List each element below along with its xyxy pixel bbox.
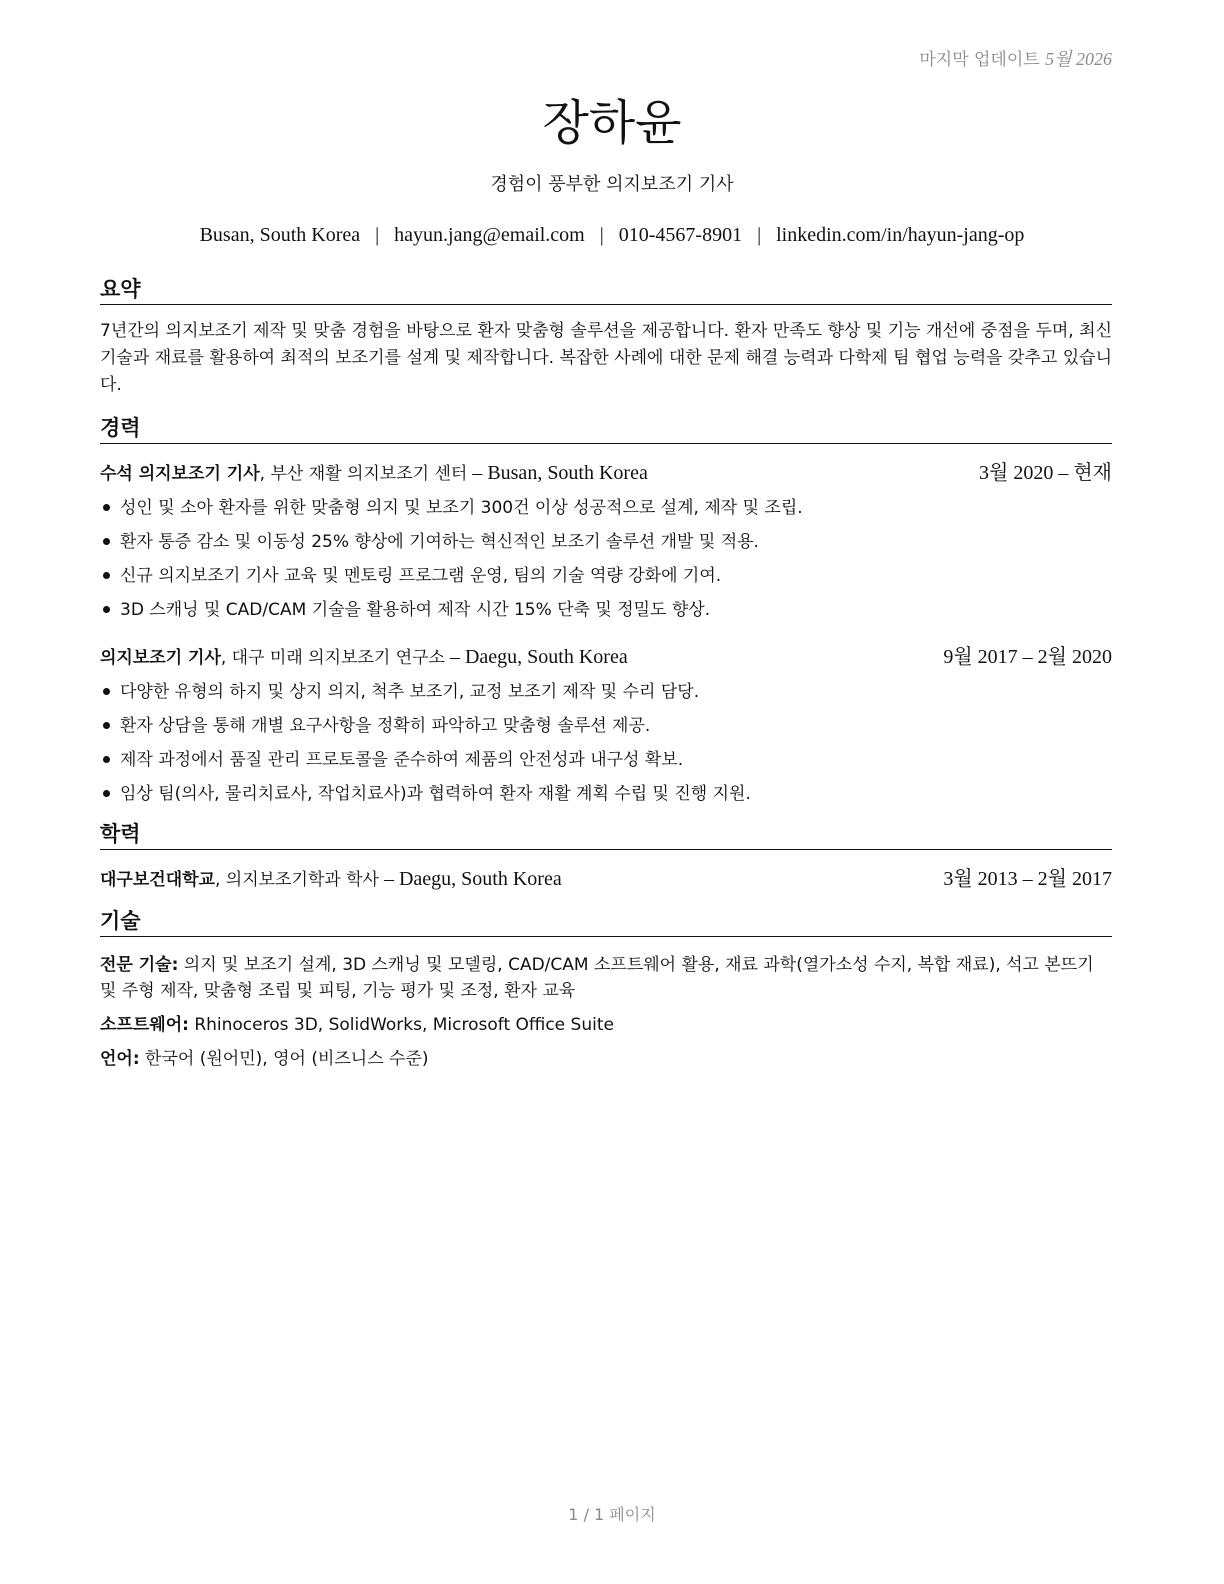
bullet-text: 신규 의지보조기 기사 교육 및 멘토링 프로그램 운영, 팀의 기술 역량 강화에 기여. bbox=[120, 566, 722, 586]
education-location: – Daegu, South Korea bbox=[378, 868, 562, 890]
job-header bbox=[100, 644, 1112, 671]
list-item bbox=[100, 675, 1112, 709]
last-updated-date: 5월 2026 bbox=[1045, 49, 1112, 69]
summary-text: 7년간의 의지보조기 제작 및 맞춤 경험을 바탕으로 환자 맞춤형 솔루션을 제공합니다. 환자 만족도 향상 및 기능 개선에 중점을 두며, 최신 기술과 재료를 활용하여 최적의 보조기를 설계 및 제작합니다. 복잡한 사례에 대한 문제 해결 능력과 다학제 팀 협업 능력을 갖추고 있습니다. bbox=[100, 321, 1112, 395]
education-header bbox=[100, 866, 1112, 893]
bullet-text: 환자 상담을 통해 개별 요구사항을 정확히 파악하고 맞춤형 솔루션 제공. bbox=[120, 716, 651, 736]
bullet-icon bbox=[103, 688, 110, 695]
bullet-text: 임상 팀(의사, 물리치료사, 작업치료사)과 협력하여 환자 재활 계획 수립 및 진행 지원. bbox=[120, 784, 751, 804]
candidate-name: 장하윤 bbox=[542, 95, 682, 151]
page-number: 1 / 1 페이지 bbox=[568, 1505, 656, 1524]
bullet-text: 다양한 유형의 하지 및 상지 의지, 척추 보조기, 교정 보조기 제작 및 수리 담당. bbox=[120, 682, 700, 702]
contact-line bbox=[0, 224, 1224, 247]
skill-label: 전문 기술: bbox=[100, 955, 179, 975]
bullet-text: 환자 통증 감소 및 이동성 25% 향상에 기여하는 혁신적인 보조기 솔루션 개발 및 적용. bbox=[120, 532, 759, 552]
skill-label: 소프트웨어: bbox=[100, 1015, 189, 1035]
education-heading: 학력 bbox=[100, 821, 1112, 850]
bullet-text: 제작 과정에서 품질 관리 프로토콜을 준수하여 제품의 안전성과 내구성 확보. bbox=[120, 750, 684, 770]
education-dates: 3월 2013 – 2월 2017 bbox=[943, 868, 1112, 890]
list-item bbox=[100, 491, 1112, 525]
school-name: 대구보건대학교 bbox=[100, 870, 215, 890]
list-item bbox=[100, 559, 1112, 593]
skill-label: 언어: bbox=[100, 1049, 140, 1069]
last-updated-label: 마지막 업데이트 bbox=[919, 50, 1040, 70]
list-item bbox=[100, 593, 1112, 627]
job-header bbox=[100, 460, 1112, 487]
summary-section bbox=[100, 318, 1112, 399]
bullet-icon bbox=[103, 606, 110, 613]
skill-line-languages bbox=[100, 1046, 1112, 1072]
bullet-icon bbox=[103, 572, 110, 579]
job-organization: , 부산 재활 의지보조기 센터 bbox=[259, 464, 468, 484]
bullet-icon bbox=[103, 756, 110, 763]
skill-value: 한국어 (원어민), 영어 (비즈니스 수준) bbox=[139, 1049, 429, 1069]
contact-email[interactable]: hayun.jang@email.com bbox=[394, 224, 585, 246]
job-dates: 3월 2020 – 현재 bbox=[979, 462, 1112, 484]
list-item bbox=[100, 777, 1112, 811]
education-entry bbox=[100, 866, 1112, 893]
job-organization: , 대구 미래 의지보조기 연구소 bbox=[220, 648, 445, 668]
bullet-text: 성인 및 소아 환자를 위한 맞춤형 의지 및 보조기 300건 이상 성공적으로 설계, 제작 및 조립. bbox=[120, 498, 803, 518]
job-title: 수석 의지보조기 기사 bbox=[100, 464, 260, 484]
job-location: – Daegu, South Korea bbox=[444, 646, 628, 668]
skills-section bbox=[100, 952, 1112, 1080]
skill-value: 의지 및 보조기 설계, 3D 스캐닝 및 모델링, CAD/CAM 소프트웨어 활용, 재료 과학(열가소성 수지, 복합 재료), 석고 본뜨기 및 주형 제작, 맞춤형 조립 및 피팅, 기능 평가 및 조정, 환자 교육 bbox=[100, 955, 1094, 1001]
skill-value: Rhinoceros 3D, SolidWorks, Microsoft Office Suite bbox=[188, 1015, 614, 1035]
job-bullets bbox=[100, 675, 1112, 811]
job-title: 의지보조기 기사 bbox=[100, 648, 221, 668]
list-item bbox=[100, 743, 1112, 777]
contact-phone[interactable]: 010-4567-8901 bbox=[618, 224, 743, 246]
job-entry bbox=[100, 460, 1112, 627]
contact-linkedin[interactable]: linkedin.com/in/hayun-jang-op bbox=[776, 224, 1025, 246]
job-location: – Busan, South Korea bbox=[467, 462, 648, 484]
bullet-icon bbox=[103, 790, 110, 797]
contact-location: Busan, South Korea bbox=[199, 224, 361, 246]
bullet-icon bbox=[103, 722, 110, 729]
bullet-icon bbox=[103, 538, 110, 545]
contact-separator: | bbox=[375, 224, 380, 246]
skill-line-software bbox=[100, 1012, 1112, 1038]
skill-line-expertise bbox=[100, 952, 1112, 1004]
summary-heading: 요약 bbox=[100, 276, 1112, 305]
job-dates: 9월 2017 – 2월 2020 bbox=[943, 646, 1112, 668]
contact-separator: | bbox=[599, 224, 604, 246]
bullet-text: 3D 스캐닝 및 CAD/CAM 기술을 활용하여 제작 시간 15% 단축 및 정밀도 향상. bbox=[120, 600, 711, 620]
degree: , 의지보조기학과 학사 bbox=[214, 870, 379, 890]
contact-separator: | bbox=[757, 224, 762, 246]
job-entry bbox=[100, 644, 1112, 811]
experience-heading: 경력 bbox=[100, 415, 1112, 444]
job-bullets bbox=[100, 491, 1112, 627]
list-item bbox=[100, 709, 1112, 743]
skills-heading: 기술 bbox=[100, 908, 1112, 937]
list-item bbox=[100, 525, 1112, 559]
bullet-icon bbox=[103, 504, 110, 511]
candidate-subtitle: 경험이 풍부한 의지보조기 기사 bbox=[490, 174, 734, 195]
last-updated bbox=[919, 45, 1112, 71]
